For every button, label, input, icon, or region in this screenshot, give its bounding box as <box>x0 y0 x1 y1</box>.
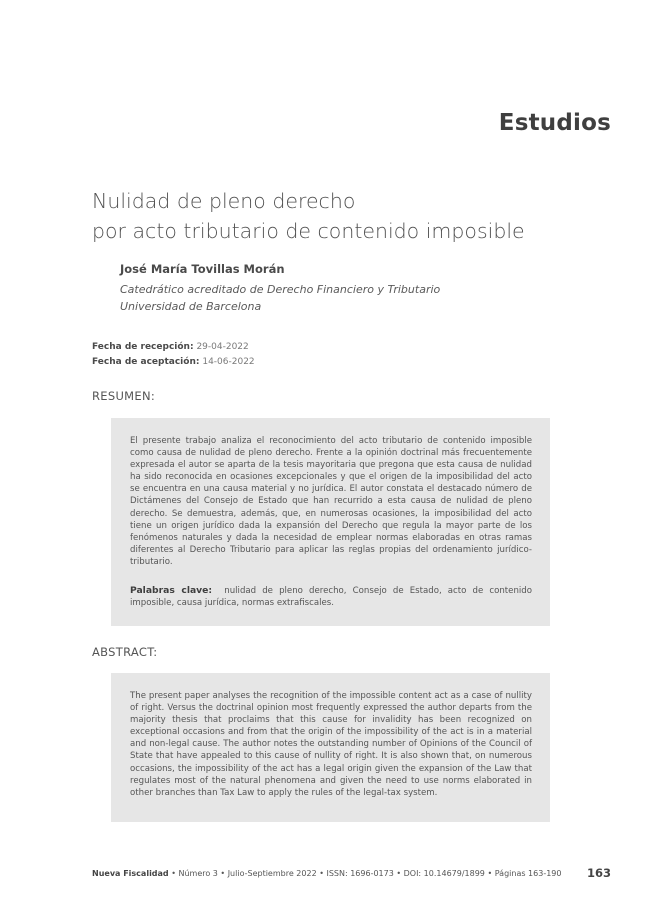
affiliation-line-1: Catedrático acreditado de Derecho Financiero y Tributario <box>120 283 441 296</box>
received-date <box>92 340 255 355</box>
resumen-heading: RESUMEN: <box>92 389 156 403</box>
author-affiliation <box>120 281 440 315</box>
accepted-label: Fecha de aceptación: <box>92 357 200 367</box>
accepted-value: 14-06-2022 <box>202 357 255 367</box>
title-line-2: por acto tributario de contenido imposible <box>92 219 525 243</box>
accepted-date <box>92 355 255 370</box>
affiliation-line-2: Universidad de Barcelona <box>120 300 262 313</box>
section-heading: Estudios <box>498 110 611 136</box>
keywords-text: nulidad de pleno derecho, Consejo de Estado, acto de contenido imposible, causa jurídica, normas extrafiscales. <box>130 586 532 609</box>
keywords-label: Palabras clave: <box>130 585 213 596</box>
keywords <box>130 585 532 609</box>
dates-block <box>92 340 255 370</box>
page-number: 163 <box>586 866 611 880</box>
resumen-box <box>111 418 550 626</box>
title-line-1: Nulidad de pleno derecho <box>92 189 356 213</box>
abstract-box <box>111 673 550 822</box>
article-title <box>92 186 592 246</box>
abstract-body: The present paper analyses the recognition of the impossible content act as a case of nullity of right. Versus the doctrinal opinion most frequently expressed the author departs from the majority thesis that proclaims that this cause for invalidity has been recognized on exceptional occasions and from that the origin of the impossibility of the act is in a material and non-legal cause. The author notes the outstanding number of Opinions of the Council of State that have appealed to this cause of nullity of right. It is also shown that, on numerous occasions, the impossibility of the act has a legal origin given the expansion of the Law that regulates most of the natural phenomena and given the need to use norms elaborated in other branches than Tax Law to apply the rules of the legal-tax system. <box>130 691 532 798</box>
resumen-body: El presente trabajo analiza el reconocimiento del acto tributario de contenido imposible como causa de nulidad de pleno derecho. Frente a la opinión doctrinal más frecuentemente expresada el autor se aparta de la tesis mayoritaria que pregona que esta causa de nulidad ha sido reconocida en ocasiones excepcionales y que el origen de la imposibilidad del acto se encuentra en una causa material y no jurídica. El autor constata el destacado número de Dictámenes del Consejo de Estado que han recurrido a esta causa de nulidad de pleno derecho. Se demuestra, además, que, en numerosas ocasiones, la imposibilidad del acto tiene un origen jurídico dada la expansión del Derecho que regula la mayor parte de los fenómenos naturales y dada la necesidad de emplear normas elaboradas en otras ramas diferentes al Derecho Tributario para aplicar las reglas propias del ordenamiento jurídico-tributario. <box>130 436 532 567</box>
journal-name: Nueva Fiscalidad <box>92 869 169 878</box>
author-name: José María Tovillas Morán <box>120 262 285 276</box>
abstract-heading: ABSTRACT: <box>92 645 158 659</box>
received-value: 29-04-2022 <box>196 342 249 352</box>
footer-citation <box>92 869 561 878</box>
issue-details: • Número 3 • Julio-Septiembre 2022 • ISSN: 1696-0173 • DOI: 10.14679/1899 • Páginas 163-190 <box>168 869 562 878</box>
received-label: Fecha de recepción: <box>92 342 194 352</box>
